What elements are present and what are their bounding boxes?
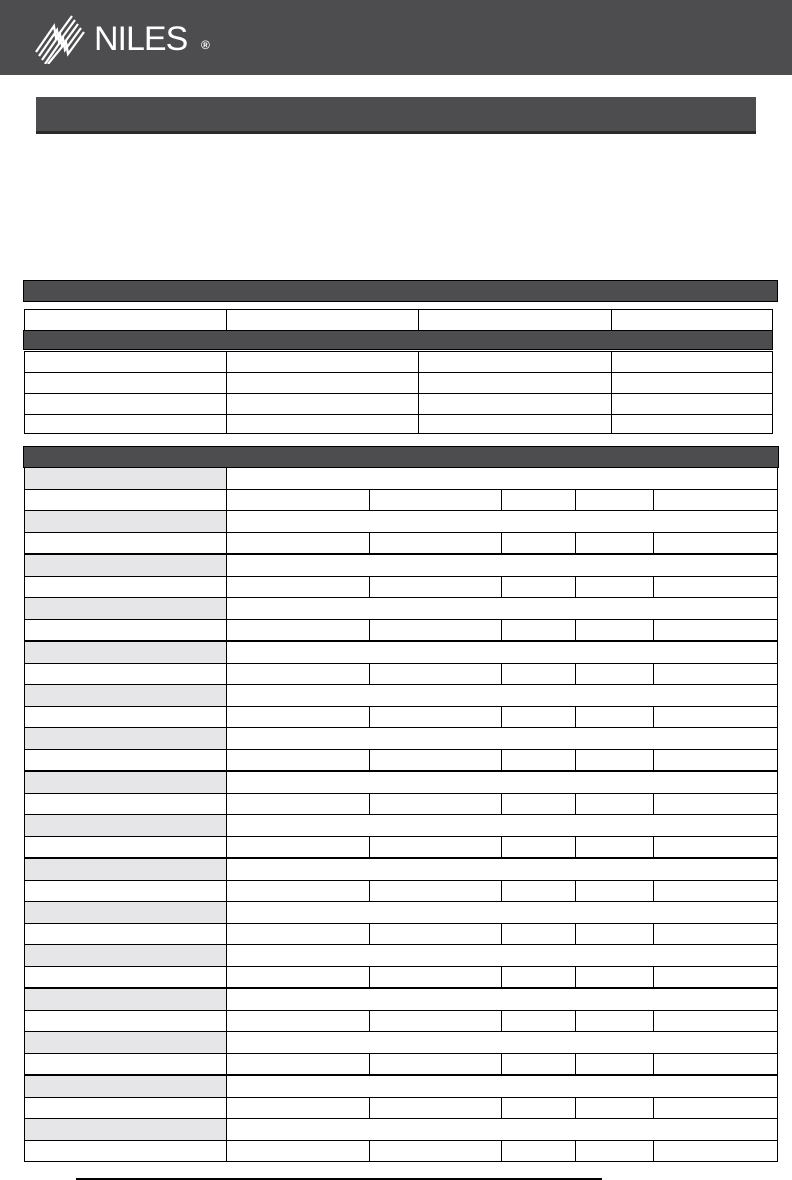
- table-2-header: [23, 446, 779, 468]
- group-label-cell: [25, 1032, 226, 1053]
- table-cell: [369, 924, 370, 944]
- table-cell: [575, 707, 576, 727]
- group-label-cell: [25, 902, 226, 923]
- table-cell: [369, 533, 370, 553]
- section-title-bar: [36, 97, 756, 131]
- group-label-cell: [25, 598, 226, 619]
- table-cell: [501, 664, 502, 684]
- table-cell: [369, 620, 370, 640]
- group-label-row: [24, 858, 778, 881]
- group-label-cell: [25, 468, 226, 489]
- group-label-row: [24, 554, 778, 577]
- group-label-row: [24, 1118, 778, 1141]
- niles-logo: [34, 12, 224, 64]
- table-cell: [653, 490, 654, 510]
- table-cell: [653, 967, 654, 987]
- group-detail-row: [24, 1053, 778, 1075]
- table-cell: [226, 1141, 227, 1161]
- group-label-cell: [25, 859, 226, 880]
- group-detail-row: [24, 880, 778, 902]
- table-cell: [369, 1098, 370, 1118]
- table-cell: [501, 1011, 502, 1031]
- table-cell: [653, 664, 654, 684]
- table-cell: [653, 577, 654, 597]
- group-detail-row: [24, 619, 778, 641]
- group-label-cell: [25, 1119, 226, 1140]
- table-cell: [501, 1054, 502, 1074]
- registered-mark: ®: [201, 38, 210, 52]
- table-cell: [575, 490, 576, 510]
- table-1-subheader: [23, 330, 773, 350]
- table-cell: [575, 924, 576, 944]
- group-label-row: [24, 988, 778, 1011]
- table-cell: [575, 967, 576, 987]
- table-cell: [369, 490, 370, 510]
- table-cell: [226, 1054, 227, 1074]
- group-label-row: [24, 727, 778, 750]
- group-detail-row: [24, 1140, 778, 1162]
- group-label-cell: [25, 772, 226, 793]
- table-row: [24, 351, 773, 373]
- table-cell: [575, 664, 576, 684]
- table-cell: [501, 1098, 502, 1118]
- table-cell: [575, 577, 576, 597]
- table-cell: [226, 490, 227, 510]
- table-cell: [226, 1011, 227, 1031]
- group-label-row: [24, 944, 778, 967]
- table-cell: [653, 1098, 654, 1118]
- table-cell: [501, 707, 502, 727]
- group-label-cell: [25, 642, 226, 663]
- header-bar: [0, 0, 792, 75]
- table-cell: [369, 1011, 370, 1031]
- table-cell: [575, 794, 576, 814]
- table-cell: [653, 1054, 654, 1074]
- table-cell: [226, 924, 227, 944]
- group-label-row: [24, 684, 778, 707]
- table-cell: [501, 881, 502, 901]
- group-label-cell: [25, 511, 226, 532]
- table-cell: [653, 837, 654, 857]
- group-detail-row: [24, 663, 778, 685]
- table-cell: [575, 1098, 576, 1118]
- table-cell: [501, 967, 502, 987]
- table-1-header: [23, 280, 778, 302]
- table-cell: [575, 750, 576, 770]
- table-cell: [226, 1098, 227, 1118]
- table-cell: [369, 967, 370, 987]
- group-label-row: [24, 597, 778, 620]
- group-label-row: [24, 771, 778, 794]
- table-cell: [369, 750, 370, 770]
- table-row: [24, 372, 773, 394]
- table-cell: [501, 1141, 502, 1161]
- group-label-cell: [25, 945, 226, 966]
- group-detail-row: [24, 576, 778, 598]
- table-cell: [369, 1141, 370, 1161]
- table-cell: [501, 490, 502, 510]
- table-row: [24, 309, 773, 331]
- group-detail-row: [24, 489, 778, 511]
- table-cell: [226, 750, 227, 770]
- group-detail-row: [24, 532, 778, 554]
- group-label-row: [24, 510, 778, 533]
- table-cell: [575, 837, 576, 857]
- group-detail-row: [24, 793, 778, 815]
- table-cell: [653, 620, 654, 640]
- group-label-row: [24, 641, 778, 664]
- table-cell: [226, 533, 227, 553]
- table-cell: [501, 837, 502, 857]
- table-cell: [369, 794, 370, 814]
- group-label-row: [24, 814, 778, 837]
- table-cell: [369, 1054, 370, 1074]
- table-cell: [575, 1054, 576, 1074]
- group-detail-row: [24, 923, 778, 945]
- group-detail-row: [24, 749, 778, 771]
- table-cell: [501, 750, 502, 770]
- table-cell: [418, 310, 419, 330]
- table-cell: [226, 967, 227, 987]
- table-row: [24, 393, 773, 415]
- table-cell: [653, 794, 654, 814]
- group-label-cell: [25, 1076, 226, 1097]
- group-detail-row: [24, 836, 778, 858]
- table-cell: [575, 1011, 576, 1031]
- table-cell: [575, 533, 576, 553]
- table-cell: [611, 310, 612, 330]
- table-cell: [369, 577, 370, 597]
- table-cell: [653, 1011, 654, 1031]
- table-cell: [653, 924, 654, 944]
- group-label-cell: [25, 728, 226, 749]
- table-cell: [501, 794, 502, 814]
- table-cell: [653, 881, 654, 901]
- group-detail-row: [24, 966, 778, 988]
- table-cell: [653, 533, 654, 553]
- group-detail-row: [24, 1097, 778, 1119]
- table-cell: [226, 620, 227, 640]
- table-cell: [369, 664, 370, 684]
- table-cell: [369, 707, 370, 727]
- table-cell: [226, 794, 227, 814]
- brand-name: NILES: [94, 20, 188, 58]
- table-cell: [653, 750, 654, 770]
- table-cell: [226, 707, 227, 727]
- table-cell: [226, 837, 227, 857]
- table-cell: [226, 664, 227, 684]
- table-cell: [653, 1141, 654, 1161]
- table-cell: [575, 881, 576, 901]
- group-label-cell: [25, 555, 226, 576]
- table-cell: [369, 881, 370, 901]
- table-cell: [226, 881, 227, 901]
- group-label-cell: [25, 815, 226, 836]
- group-label-row: [24, 901, 778, 924]
- group-detail-row: [24, 706, 778, 728]
- group-label-cell: [25, 989, 226, 1010]
- table-cell: [501, 620, 502, 640]
- table-cell: [226, 577, 227, 597]
- table-row: [24, 414, 773, 434]
- table-cell: [575, 1141, 576, 1161]
- group-label-row: [24, 467, 778, 490]
- table-cell: [501, 533, 502, 553]
- table-cell: [653, 707, 654, 727]
- group-label-row: [24, 1075, 778, 1098]
- table-cell: [575, 620, 576, 640]
- table-cell: [501, 577, 502, 597]
- table-cell: [501, 924, 502, 944]
- niles-stripes-logo-icon: [34, 12, 90, 64]
- table-cell: [226, 310, 227, 330]
- group-detail-row: [24, 1010, 778, 1032]
- group-label-cell: [25, 685, 226, 706]
- group-label-row: [24, 1031, 778, 1054]
- table-cell: [369, 837, 370, 857]
